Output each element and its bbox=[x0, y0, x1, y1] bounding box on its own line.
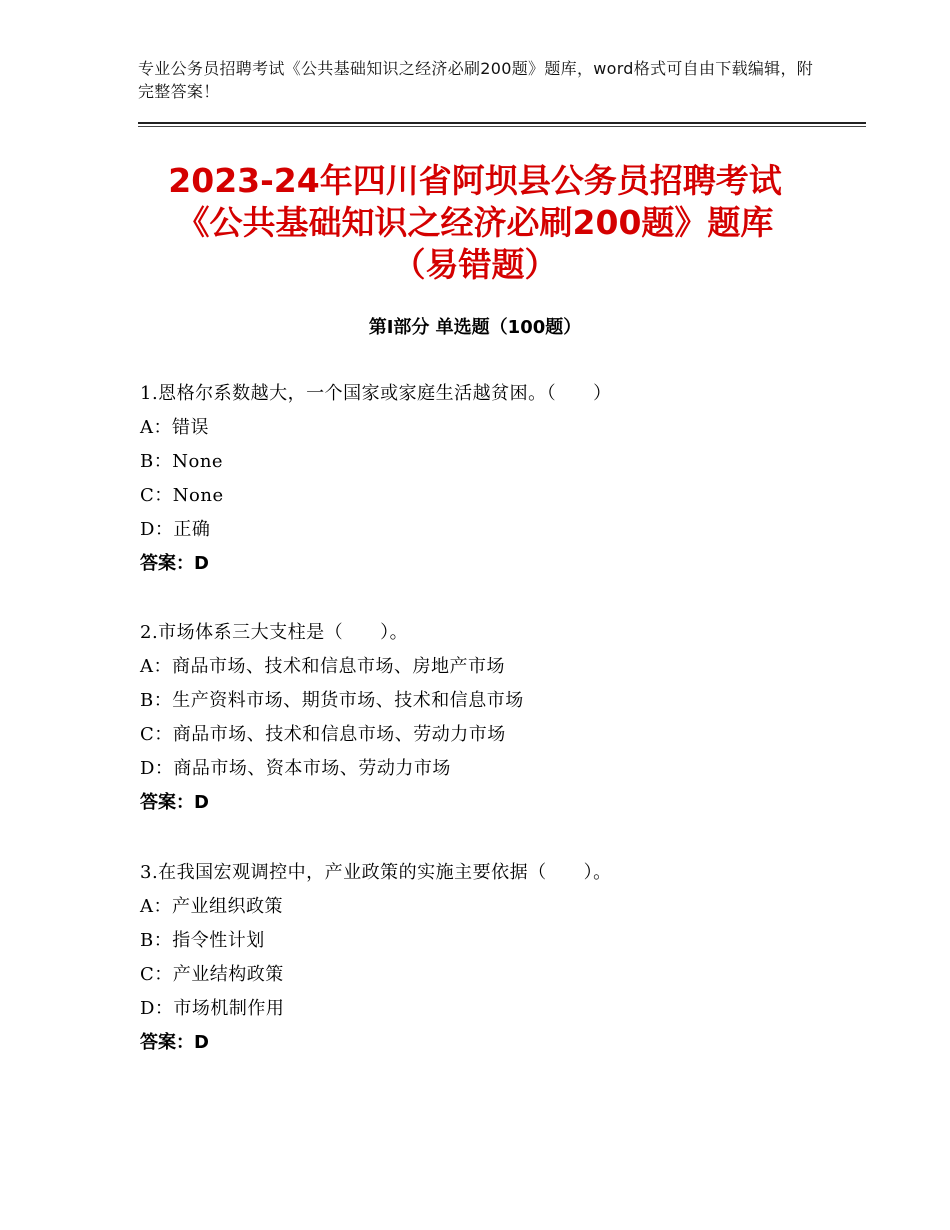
answer: 答案：D bbox=[140, 553, 209, 574]
question-stem: 3.在我国宏观调控中，产业政策的实施主要依据（ ）。 bbox=[140, 862, 612, 883]
option-b: B：生产资料市场、期货市场、技术和信息市场 bbox=[140, 690, 524, 711]
option-a: A：商品市场、技术和信息市场、房地产市场 bbox=[140, 656, 505, 677]
header-divider-thick bbox=[138, 122, 866, 124]
section-title: 第Ⅰ部分 单选题（100题） bbox=[368, 317, 582, 338]
option-a: A：错误 bbox=[140, 417, 209, 438]
option-b: B：None bbox=[140, 451, 224, 472]
answer: 答案：D bbox=[140, 792, 209, 813]
option-d: D：市场机制作用 bbox=[140, 998, 285, 1019]
header-note: 专业公务员招聘考试《公共基础知识之经济必刷200题》题库，word格式可自由下载编辑，附完整答案！ bbox=[138, 59, 814, 101]
document-title bbox=[100, 160, 850, 286]
question-2 bbox=[140, 616, 840, 820]
option-c: C：产业结构政策 bbox=[140, 964, 284, 985]
question-stem: 2.市场体系三大支柱是（ ）。 bbox=[140, 622, 409, 643]
question-stem: 1.恩格尔系数越大，一个国家或家庭生活越贫困。（ ） bbox=[140, 383, 612, 404]
option-d: D：正确 bbox=[140, 519, 211, 540]
answer: 答案：D bbox=[140, 1032, 209, 1053]
header-divider-thin bbox=[138, 126, 866, 127]
option-a: A：产业组织政策 bbox=[140, 896, 283, 917]
title-line-2: 《公共基础知识之经济必刷200题》题库 bbox=[176, 203, 774, 242]
question-1 bbox=[140, 377, 840, 581]
title-line-3: （易错题） bbox=[392, 245, 558, 284]
option-c: C：None bbox=[140, 485, 224, 506]
title-line-1: 2023-24年四川省阿坝县公务员招聘考试 bbox=[168, 161, 782, 200]
option-c: C：商品市场、技术和信息市场、劳动力市场 bbox=[140, 724, 506, 745]
option-d: D：商品市场、资本市场、劳动力市场 bbox=[140, 758, 451, 779]
question-3 bbox=[140, 856, 840, 1060]
option-b: B：指令性计划 bbox=[140, 930, 265, 951]
